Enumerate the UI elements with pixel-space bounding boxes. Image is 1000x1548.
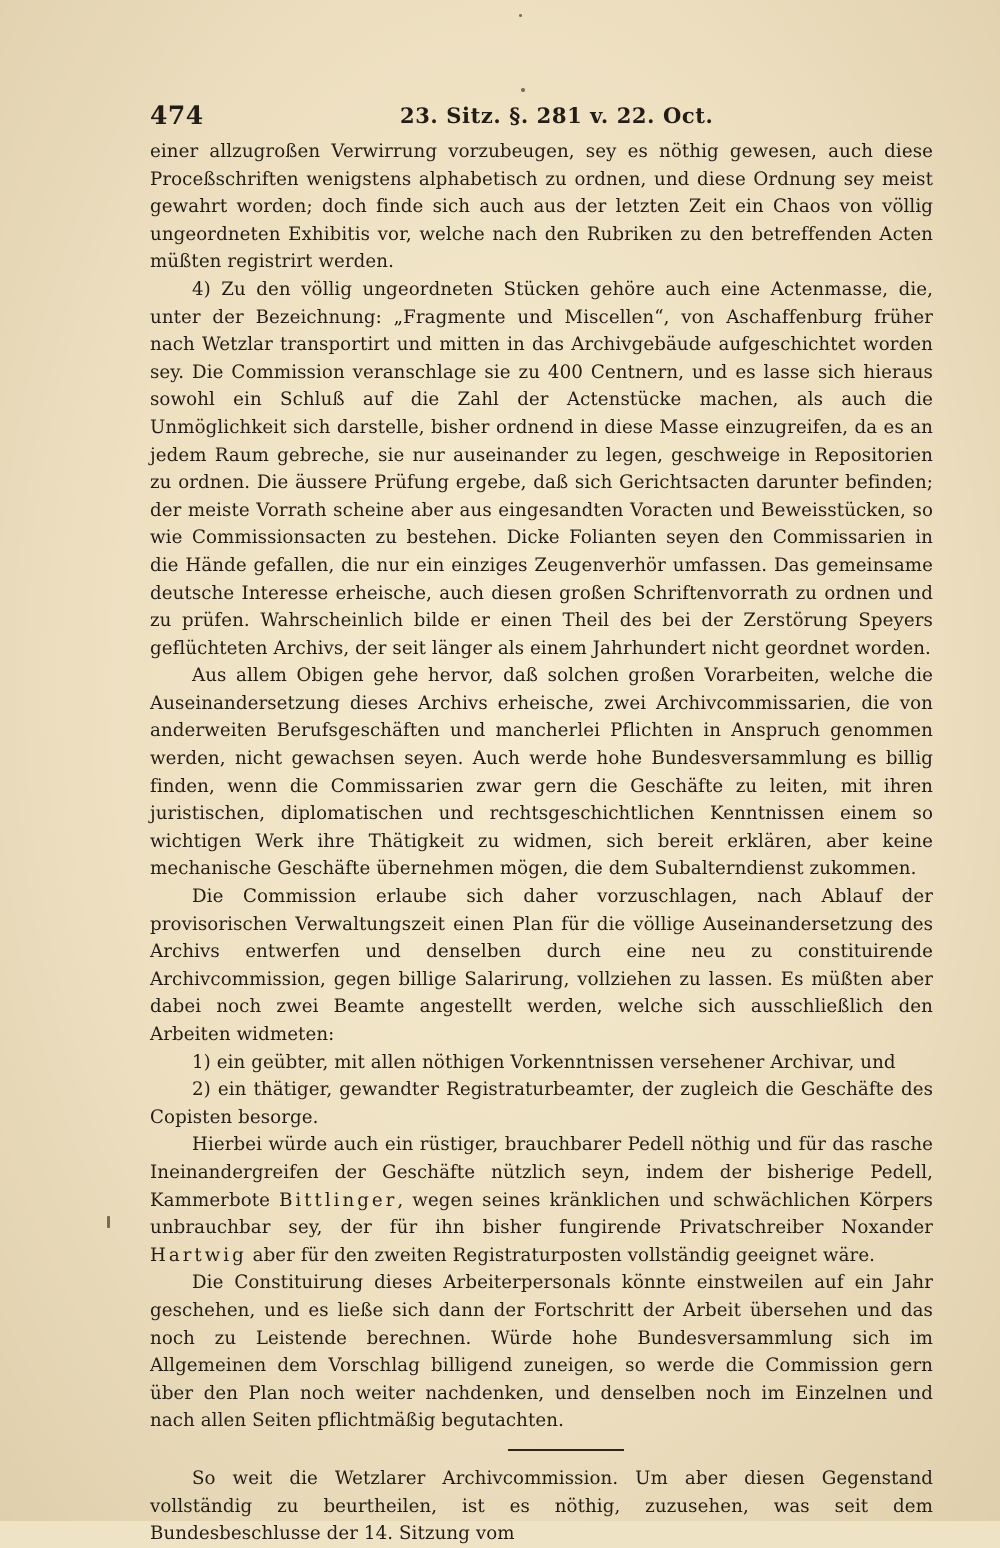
paragraph-pedell bbox=[150, 1131, 933, 1269]
paragraph-item-4: 4) Zu den völlig ungeordneten Stücken gehöre auch eine Actenmasse, die, unter der Bezeichnung: „Fragmente und Miscellen“, von Aschaffenburg früher nach Wetzlar transportirt und mitten in das Archivgebäude aufgeschichtet worden sey. Die Commission veranschlage sie zu 400 Centnern, und es lasse sich hieraus sowohl ein Schluß auf die Zahl der Actenstücke machen, als auch die Unmöglichkeit sich darstelle, bisher ordnend in diese Masse einzugreifen, da es an jedem Raum gebreche, sie nur auseinander zu legen, geschweige in Repositorien zu ordnen. Die äussere Prüfung ergebe, daß sich Gerichtsacten darunter befinden; der meiste Vorrath scheine aber aus eingesandten Voracten und Beweisstücken, so wie Commissionsacten zu bestehen. Dicke Folianten seyen den Commissarien in die Hände gefallen, die nur ein einziges Zeugenverhör umfassen. Das gemeinsame deutsche Interesse erheische, auch diesen großen Schriftenvorrath zu ordnen und zu prüfen. Wahrscheinlich bilde er einen Theil des bei der Zerstörung Speyers geflüchteten Archivs, der seit länger als einem Jahrhundert nicht geordnet worden. bbox=[150, 278, 933, 659]
pedell-text-end: aber für den zweiten Registraturposten vollständig geeignet wäre. bbox=[252, 1244, 876, 1266]
paragraph-continuation: einer allzugroßen Verwirrung vorzubeugen, sey es nöthig gewesen, auch diese Proceßschriften wenigstens alphabetisch zu ordnen, und diese Ordnung sey meist gewahrt worden; doch finde sich auch aus der letzten Zeit ein Chaos von völlig ungeordneten Exhibitis vor, welche nach den Rubriken zu den betreffenden Acten müßten registrirt werden. bbox=[150, 141, 933, 273]
paragraph-summary: Aus allem Obigen gehe hervor, daß solchen großen Vorarbeiten, welche die Auseinandersetzung dieses Archivs erheische, zwei Archivcommissarien, die von anderweiten Berufsgeschäften und mancherlei Pflichten in Anspruch genommen werden, nicht gewachsen seyen. Auch werde hohe Bundesversammlung es billig finden, wenn die Commissarien zwar gern die Geschäfte zu leiten, mit ihren juristischen, diplomatischen und rechtsgeschichtlichen Kenntnissen einem so wichtigen Werk ihre Thätigkeit zu widmen, sich bereit erklären, aber keine mechanische Geschäfte übernehmen mögen, die dem Subalterndienst zukommen. bbox=[150, 665, 933, 880]
ink-speck bbox=[521, 88, 525, 92]
ink-speck bbox=[519, 14, 522, 17]
paragraph-constitution: Die Constituirung dieses Arbeiterpersonals könnte einstweilen auf ein Jahr geschehen, und es ließe sich dann der Fortschritt der Arbeit übersehen und das noch zu Leistende berechnen. Würde hohe Bundesversammlung sich im Allgemeinen dem Vorschlag billigend zuneigen, so werde die Commission gern über den Plan noch weiter nachdenken, und denselben noch im Einzelnen und nach allen Seiten pflichtmäßig begutachten. bbox=[150, 1272, 933, 1432]
paragraph-closing: So weit die Wetzlarer Archivcommission. Um aber diesen Gegenstand vollständig zu beurtheilen, ist es nöthig, zuzusehen, was seit dem Bundesbeschlusse der 14. Sitzung vom bbox=[150, 1467, 933, 1545]
list-item-archivar: 1) ein geübter, mit allen nöthigen Vorkenntnissen versehener Archivar, und bbox=[192, 1051, 896, 1073]
section-separator bbox=[508, 1449, 624, 1451]
pedell-text-start: Hierbei würde auch ein rüstiger, brauchbarer Pedell nöthig und für das rasche Ineinandergreifen der Geschäfte nützlich seyn, indem der bisherige Pedell, Kammerbote bbox=[150, 1134, 933, 1211]
ink-speck bbox=[107, 1216, 110, 1228]
name-hartwig: Hartwig bbox=[150, 1244, 247, 1266]
paragraph-proposal: Die Commission erlaube sich daher vorzuschlagen, nach Ablauf der provisorischen Verwaltungszeit einen Plan für die völlige Auseinandersetzung des Archivs entwerfen und denselben durch eine neu zu constituirende Archivcommission, gegen billige Salarirung, vollziehen zu lassen. Es müßten aber dabei noch zwei Beamte angestellt werden, welche sich ausschließlich den Arbeiten widmeten: bbox=[150, 886, 933, 1045]
document-page bbox=[150, 98, 933, 1548]
page-header bbox=[150, 98, 933, 138]
list-item-registraturbeamter: 2) ein thätiger, gewandter Registraturbeamter, der zugleich die Geschäfte des Copisten besorge. bbox=[150, 1079, 933, 1128]
running-head: 23. Sitz. §. 281 v. 22. Oct. bbox=[400, 103, 714, 128]
pedell-text-middle: , wegen seines kränklichen und schwächlichen Körpers unbrauchbar sey, der für ihn bisher fungirende Privatschreiber Noxander bbox=[150, 1189, 933, 1239]
page-number: 474 bbox=[150, 101, 204, 130]
name-bittlinger: Bittlinger bbox=[279, 1189, 398, 1211]
